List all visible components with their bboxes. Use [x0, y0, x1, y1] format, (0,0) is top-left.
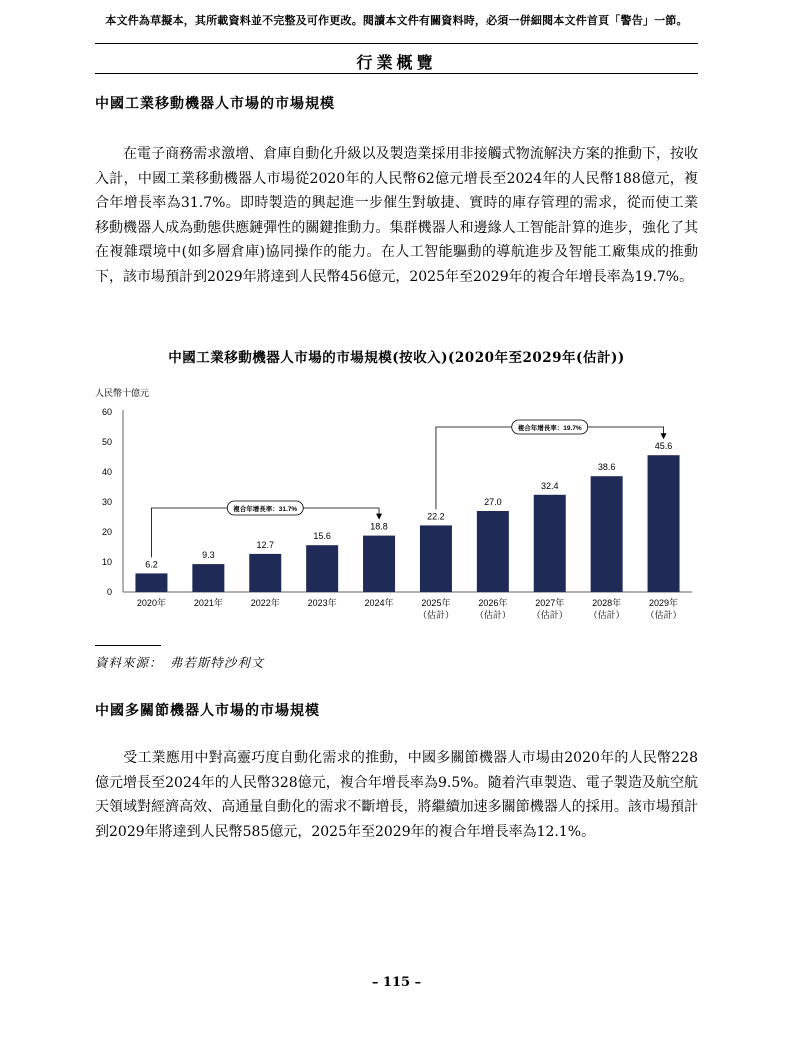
chart-title: 中國工業移動機器人市場的市場規模(按收入)(2020年至2029年(估計)): [168, 350, 625, 366]
header-rule-bottom: [95, 73, 698, 74]
cagr-label: 複合年增長率：31.7%: [233, 506, 298, 513]
section-title: 行業概覽: [356, 53, 437, 72]
x-tick-label-sub: （估計）: [588, 610, 625, 620]
bar-9: [648, 455, 680, 592]
cagr-label: 複合年增長率：19.7%: [517, 425, 582, 432]
y-tick-label: 10: [101, 557, 112, 567]
x-tick-label: 2027年: [535, 598, 565, 608]
x-tick-label: 2026年: [478, 598, 508, 608]
x-tick-label: 2025年: [421, 598, 451, 608]
bar-chart: [95, 380, 698, 630]
section2-paragraph-text: 受工業應用中對高靈巧度自動化需求的推動，中國多關節機器人市場由2020年的人民幣228億元增長至2024年的人民幣328億元，複合年增長率為9.5%。隨着汽車製造、電子製造及航空航天領域對經濟高效、高通量自動化的需求不斷增長，將繼續加速多關節機器人的採用。該市場預計到2029年將達到人民幣585億元，2025年至2029年的複合年增長率為12.1%。: [95, 750, 698, 840]
cagr-arrow-0: [376, 514, 382, 520]
section2-heading: 中國多關節機器人市場的市場規模: [95, 703, 320, 719]
bar-value-label: 27.0: [484, 497, 502, 507]
y-tick-label: 50: [101, 437, 112, 447]
bar-value-label: 18.8: [370, 521, 388, 532]
bar-value-label: 6.2: [145, 559, 158, 570]
y-axis-label: 人民幣十億元: [95, 388, 150, 398]
x-tick-label: 2022年: [250, 598, 280, 608]
y-tick-label: 20: [101, 527, 112, 537]
header-rule-top: [95, 43, 698, 44]
bar-7: [534, 495, 566, 592]
bar-value-label: 45.6: [654, 441, 673, 452]
bar-value-label: 32.4: [540, 480, 559, 491]
x-tick-label: 2020年: [136, 598, 166, 608]
page-number: – 115 –: [371, 975, 422, 990]
x-tick-label: 2029年: [649, 598, 679, 608]
section1-heading: 中國工業移動機器人市場的市場規模: [95, 96, 335, 112]
bar-value-label: 12.7: [256, 539, 275, 550]
bar-3: [306, 545, 338, 592]
x-tick-label: 2021年: [193, 598, 223, 608]
y-tick-label: 60: [101, 407, 112, 417]
x-tick-label: 2023年: [307, 598, 337, 608]
y-tick-label: 40: [101, 467, 112, 477]
bar-4: [363, 536, 395, 592]
section1-paragraph-text: 在電子商務需求激增、倉庫自動化升級以及製造業採用非接觸式物流解決方案的推動下，按收入計，中國工業移動機器人市場從2020年的人民幣62億元增長至2024年的人民幣188億元，複合年增長率為31.7%。即時製造的興起進一步催生對敏捷、實時的庫存管理的需求，從而使工業移動機器人成為動態供應鏈彈性的關鍵推動力。集群機器人和邊緣人工智能計算的進步，強化了其在複雜環境中(如多層倉庫)協同操作的能力。在人工智能驅動的導航進步及智能工廠集成的推動下，該市場預計到2029年將達到人民幣456億元，2025年至2029年的複合年增長率為19.7%。: [95, 146, 698, 285]
bar-2: [249, 554, 281, 592]
section2-paragraph: [95, 746, 698, 844]
y-tick-label: 0: [106, 587, 112, 597]
bar-0: [135, 573, 167, 592]
source-rule: [95, 645, 161, 646]
y-tick-label: 30: [101, 497, 112, 507]
x-tick-label-sub: （估計）: [474, 610, 511, 620]
bar-8: [591, 476, 623, 592]
bar-value-label: 9.3: [202, 550, 215, 561]
bar-5: [420, 525, 452, 592]
bar-value-label: 15.6: [313, 531, 331, 542]
bar-1: [192, 564, 224, 592]
x-tick-label: 2024年: [364, 598, 394, 608]
bar-6: [477, 511, 509, 592]
x-tick-label-sub: （估計）: [531, 610, 568, 620]
cagr-arrow-1: [661, 433, 667, 439]
draft-warning: 本文件為草擬本，其所載資料並不完整及可作更改。閱讀本文件有關資料時，必須一併細閱本文件首頁「警告」一節。: [105, 14, 688, 27]
x-tick-label-sub: （估計）: [417, 610, 454, 620]
bar-value-label: 22.2: [427, 511, 445, 522]
cagr-bracket-0: [151, 508, 379, 557]
bar-value-label: 38.6: [597, 462, 616, 473]
source-note: 資料來源： 弗若斯特沙利文: [95, 655, 265, 670]
x-tick-label-sub: （估計）: [645, 610, 682, 620]
x-tick-label: 2028年: [592, 598, 622, 608]
section1-paragraph: [95, 142, 698, 289]
